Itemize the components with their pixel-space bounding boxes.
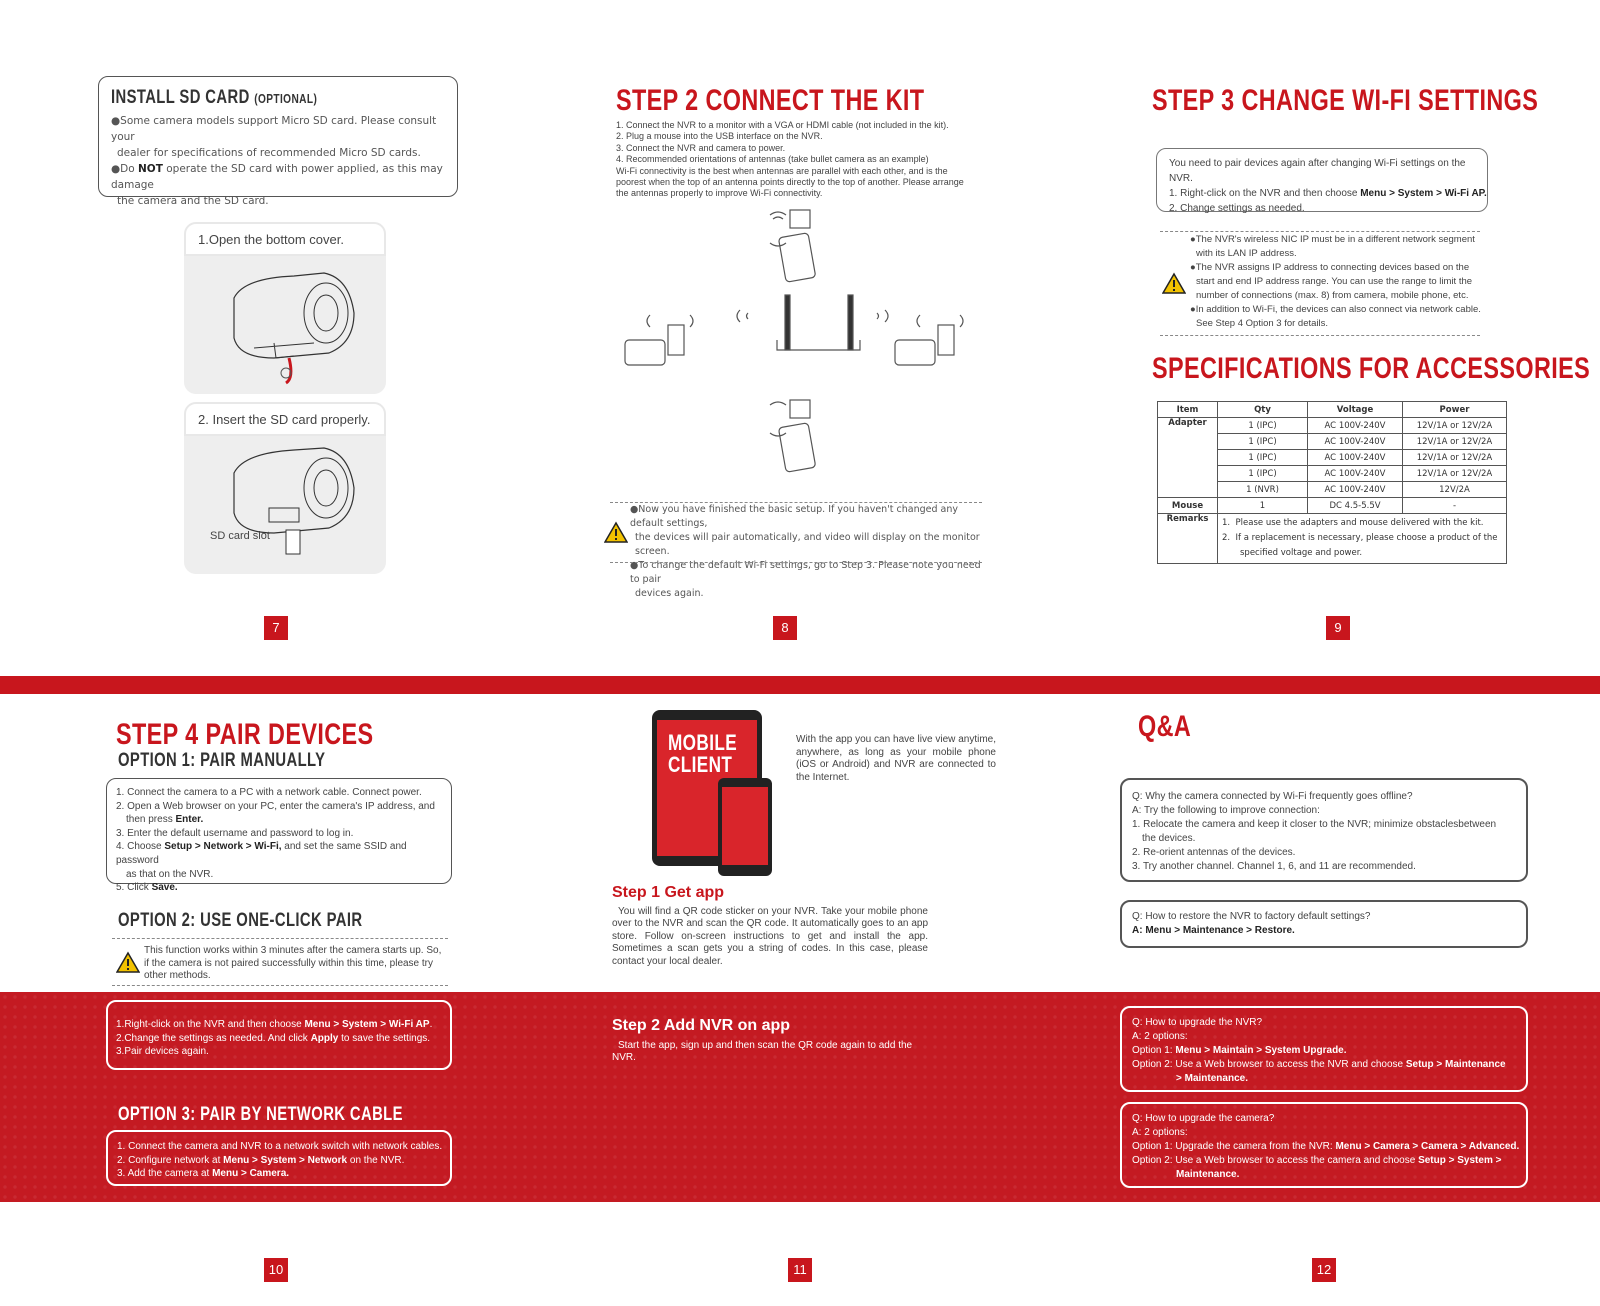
qa-box-1: [1120, 778, 1528, 882]
option1-title: OPTION 1: PAIR MANUALLY: [118, 750, 326, 771]
step2-instructions: 1. Connect the NVR to a monitor with a VGA or HDMI cable (not included in the kit). 2. Plug a mouse into the USB interface on the NVR. 3. Connect the NVR and camera to power. 4. Recommended orientations of antennas (take bullet camera as an example) Wi-Fi connectivity is the best when antennas are parallel with each other, and is the poorest when the top of an antenna points directly to the top of another. Please arrange the antennas properly to improve Wi-Fi connectivity.: [616, 120, 964, 199]
qa-title: Q&A: [1138, 710, 1192, 743]
qa-4-text: Q: How to upgrade the camera? A: 2 options: Option 1: Upgrade the camera from the NVR: Menu > Camera > Camera > Advanced. Option 2: Use a Web browser to access the camera and choose Setup > System > Maintenance.: [1132, 1113, 1520, 1180]
step2-note: ●Now you have finished the basic setup. If you haven't changed any default settings, the devices will pair automatically, and video will display on the monitor screen. ●To change the default Wi-Fi settings, go to Step 3. Please note you need to pair devices again.: [630, 504, 981, 599]
spec-title: SPECIFICATIONS FOR ACCESSORIES: [1152, 352, 1591, 385]
step3-title: STEP 3 CHANGE WI-FI SETTINGS: [1152, 84, 1539, 117]
sd-card-text: ●Some camera models support Micro SD card. Please consult your dealer for specifications of recommended Micro SD cards. ●Do NOT operate the SD card with power applied, as this may damage the camera and the SD card.: [111, 115, 443, 207]
mobile-client-label: MOBILE CLIENT: [668, 730, 738, 777]
qa-1-text: Q: Why the camera connected by Wi-Fi frequently goes offline? A: Try the following to improve connection: 1. Relocate the camera and keep it closer to the NVR; minimize obstaclesbetween the devices. 2. Re-orient antennas of the devices. 3. Try another channel. Channel 1, 6, and 11 are recommended.: [1132, 791, 1497, 872]
wifi-settings-text: You need to pair devices again after changing Wi-Fi settings on the NVR. 1. Right-click on the NVR and then choose Menu > System > Wi-Fi AP. 2. Change settings as needed.: [1169, 158, 1487, 214]
warning-icon: [116, 951, 140, 973]
warning-icon: [1162, 272, 1186, 294]
option2-note: This function works within 3 minutes after the camera starts up. So, if the camera is not paired successfully within this time, please try other methods.: [144, 945, 442, 981]
step2-title: STEP 2 CONNECT THE KIT: [616, 84, 925, 117]
page-number-12: 12: [1312, 1258, 1336, 1282]
open-cover-card: [184, 222, 386, 394]
option1-box: [106, 778, 452, 894]
page-number-7: 7: [264, 616, 288, 640]
option3-title: OPTION 3: PAIR BY NETWORK CABLE: [118, 1104, 403, 1125]
page-number-11: 11: [788, 1258, 812, 1282]
qa-box-2: [1120, 900, 1528, 948]
qa-box-3: [1120, 1006, 1528, 1092]
step4-title: STEP 4 PAIR DEVICES: [116, 718, 374, 751]
antenna-orientation-diagram: [620, 205, 990, 490]
page-number-10: 10: [264, 1258, 288, 1282]
phone-illustration: [718, 778, 772, 876]
camera-open-cover-illustration: [214, 258, 364, 388]
warning-icon: [604, 521, 628, 543]
spec-table: Item Qty Voltage Power Adapter 1 (IPC) AC 100V-240V 12V/1A or 12V/2A 1 (IPC) AC 100V-240V 12V/1A or 12V/2A 1 (IPC) AC 100V-240V 12V/1A or 12V/2A 1 (IPC) AC 100V-240V 12V/1A or 12V/2A 1 (NVR) AC 100V-240V 12V/2A Mouse 1 DC 4.5-5.5V - Remarks 1. Please use the adapters and mouse delivered with the kit. 2. If a replacement is necessary, please choose a product of the specified voltage and power.: [1157, 401, 1507, 564]
option1-text: 1. Connect the camera to a PC with a network cable. Connect power. 2. Open a Web browser on your PC, enter the camera's IP address, and then press Enter. 3. Enter the default username and password to log in. 4. Choose Setup > Network > Wi-Fi, and set the same SSID and password as that on the NVR. 5. Click Save.: [116, 787, 435, 894]
sd-card-box: [98, 76, 458, 207]
option3-box: [106, 1130, 452, 1186]
option2-text: 1.Right-click on the NVR and then choose Menu > System > Wi-Fi AP. 2.Change the settings as needed. And click Apply to save the settings. 3.Pair devices again.: [116, 1019, 433, 1058]
option2-box: [106, 1000, 452, 1070]
qa-3-text: Q: How to upgrade the NVR? A: 2 options: Option 1: Menu > Maintain > System Upgrade. Option 2: Use a Web browser to access the NVR and choose Setup > Maintenance > Maintenance.: [1132, 1017, 1506, 1084]
sd-slot-label: SD card slot: [210, 530, 270, 542]
qa-box-4: [1120, 1102, 1528, 1188]
step1-app-text: You will find a QR code sticker on your NVR. Take your mobile phone over to the NVR and scan the QR code. It automatically goes to an app store. Follow on-screen instructions to get and install the app. Sometimes a scan gets you a string of codes. In this case, please contact your local dealer.: [612, 906, 928, 967]
step2-app-text: Start the app, sign up and then scan the QR code again to add the NVR.: [612, 1040, 913, 1064]
insert-sd-card: [184, 402, 386, 574]
page-separator-bar: [0, 676, 1600, 694]
step1-app-title: Step 1 Get app: [612, 884, 725, 901]
option3-text: 1. Connect the camera and NVR to a network switch with network cables. 2. Configure network at Menu > System > Network on the NVR. 3. Add the camera at Menu > Camera.: [117, 1141, 443, 1180]
app-intro: With the app you can have live view anytime, anywhere, as long as your mobile phone (iOS or Android) and NVR are connected to the Internet.: [796, 734, 996, 783]
open-cover-caption: 1.Open the bottom cover.: [184, 222, 386, 256]
page-number-9: 9: [1326, 616, 1350, 640]
page-number-8: 8: [773, 616, 797, 640]
sd-card-title: INSTALL SD CARD (OPTIONAL): [111, 87, 318, 108]
qa-2-text: Q: How to restore the NVR to factory default settings? A: Menu > Maintenance > Restore.: [1132, 911, 1371, 936]
option2-title: OPTION 2: USE ONE-CLICK PAIR: [118, 910, 363, 931]
wifi-settings-box: [1156, 148, 1488, 212]
insert-sd-caption: 2. Insert the SD card properly.: [184, 402, 386, 436]
step2-app-title: Step 2 Add NVR on app: [612, 1017, 791, 1034]
camera-sd-slot-illustration: [214, 438, 364, 568]
wifi-notes: ●The NVR's wireless NIC IP must be in a different network segment with its LAN IP address. ●The NVR assigns IP address to connecting devices based on the start and end IP address range. You can use the range to limit the number of connections (max. 8) from camera, mobile phone, etc. ●In addition to Wi-Fi, the devices can also connect via network cable. See Step 4 Option 3 for details.: [1190, 234, 1481, 329]
